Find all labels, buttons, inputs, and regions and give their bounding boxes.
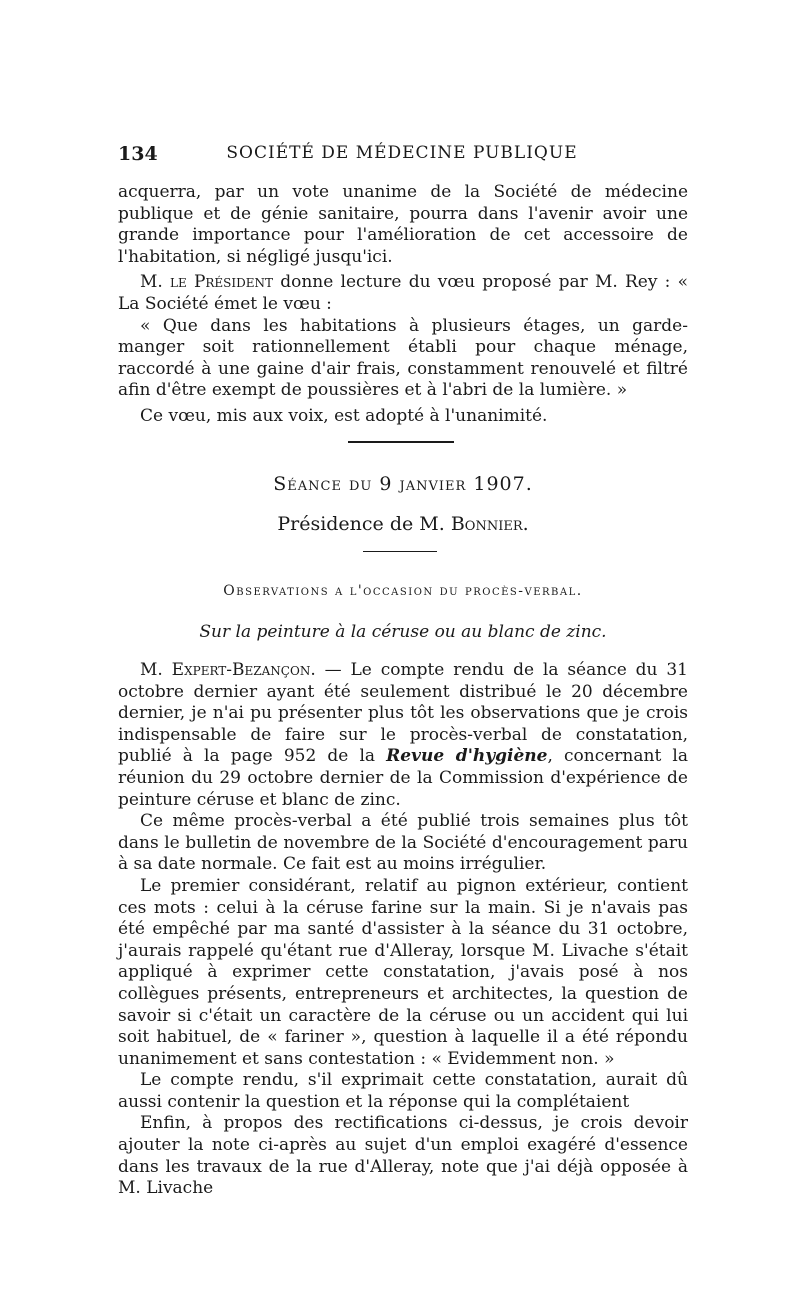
- paragraph-expert: M. Expert-Bezançon. — Le compte rendu de la séance du 31 octobre dernier ayant été seulement distribué le 20 décembre dernier, je n'ai pu présenter plus tôt les observations que je crois indispensable de faire sur le procès-verbal de constatation, publié à la page 952 de la Revue d'hygiène, concernant la réunion du 29 octobre dernier de la Commission d'expérience de peinture céruse et blanc de zinc.: [118, 660, 688, 810]
- paragraph-continuation: acquerra, par un vote unanime de la Société de médecine publique et de génie sanitaire, pourra dans l'avenir avoir une grande importance pour l'amélioration de cet accessoire de l'habitation, si négligé jusqu'ici.: [118, 182, 688, 267]
- president-name: Bonnier.: [450, 513, 529, 535]
- paragraph-voeu: « Que dans les habitations à plusieurs étages, un garde-manger soit rationnellement établi pour chaque ménage, raccordé à une gaine d'air frais, constamment renouvelé et filtré afin d'être exempt de poussières et à l'abri de la lumière. »: [118, 315, 688, 401]
- seance-title: Séance du 9 janvier 1907.: [273, 473, 533, 495]
- presidence-prefix: Présidence de M.: [277, 513, 451, 535]
- paragraph-compte-rendu: Le compte rendu, s'il exprimait cette constatation, aurait dû aussi contenir la question et la réponse qui la complétaient: [118, 1070, 688, 1112]
- paragraph-president: [118, 272, 688, 315]
- running-title: SOCIÉTÉ DE MÉDECINE PUBLIQUE: [226, 143, 578, 163]
- top-section: [118, 182, 688, 428]
- small-divider: [363, 551, 437, 552]
- observations-subheading: Sur la peinture à la céruse ou au blanc de zinc.: [199, 622, 607, 642]
- page-number: 134: [118, 143, 158, 165]
- page-header: [118, 143, 686, 171]
- paragraph-adoption: Ce vœu, mis aux voix, est adopté à l'unanimité.: [140, 405, 548, 426]
- observations-heading: Observations a l'occasion du procès-verbal.: [223, 583, 583, 599]
- speaker-expert: M. Expert-Bezançon.: [140, 660, 316, 680]
- section-divider: [348, 441, 454, 443]
- paragraph-publication: Ce même procès-verbal a été publié trois semaines plus tôt dans le bulletin de novembre de la Société d'encouragement paru à sa date normale. Ce fait est au moins irrégulier.: [118, 811, 688, 875]
- president-text: donne lecture du vœu proposé par M. Rey : « La Société émet le vœu :: [118, 272, 688, 314]
- paragraph-considerant: Le premier considérant, relatif au pignon extérieur, contient ces mots : celui à la céruse farine sur la main. Si je n'avais pas été empêché par ma santé d'assister à la séance du 31 octobre, j'aurais rappelé qu'étant rue d'Alleray, lorsque M. Livache s'était appliqué à exprimer cette constatation, j'avais posé à nos collègues présents, entrepreneurs et architectes, la question de savoir si c'était un caractère de la céruse ou un accident qui lui soit habituel, de « fariner », question à laquelle il a été répondu unanimement et sans contestation : « Evidemment non. »: [118, 875, 688, 1069]
- journal-title: Revue d'hygiène: [386, 746, 548, 767]
- speaker-president: M. le Président: [140, 272, 274, 293]
- main-section: [118, 660, 688, 1200]
- paragraph-rectifications: Enfin, à propos des rectifications ci-dessus, je crois devoir ajouter la note ci-après au sujet d'un emploi exagéré d'essence dans les travaux de la rue d'Alleray, note que j'ai déjà opposée à M. Livache: [118, 1113, 688, 1199]
- presidence-line: [118, 513, 688, 535]
